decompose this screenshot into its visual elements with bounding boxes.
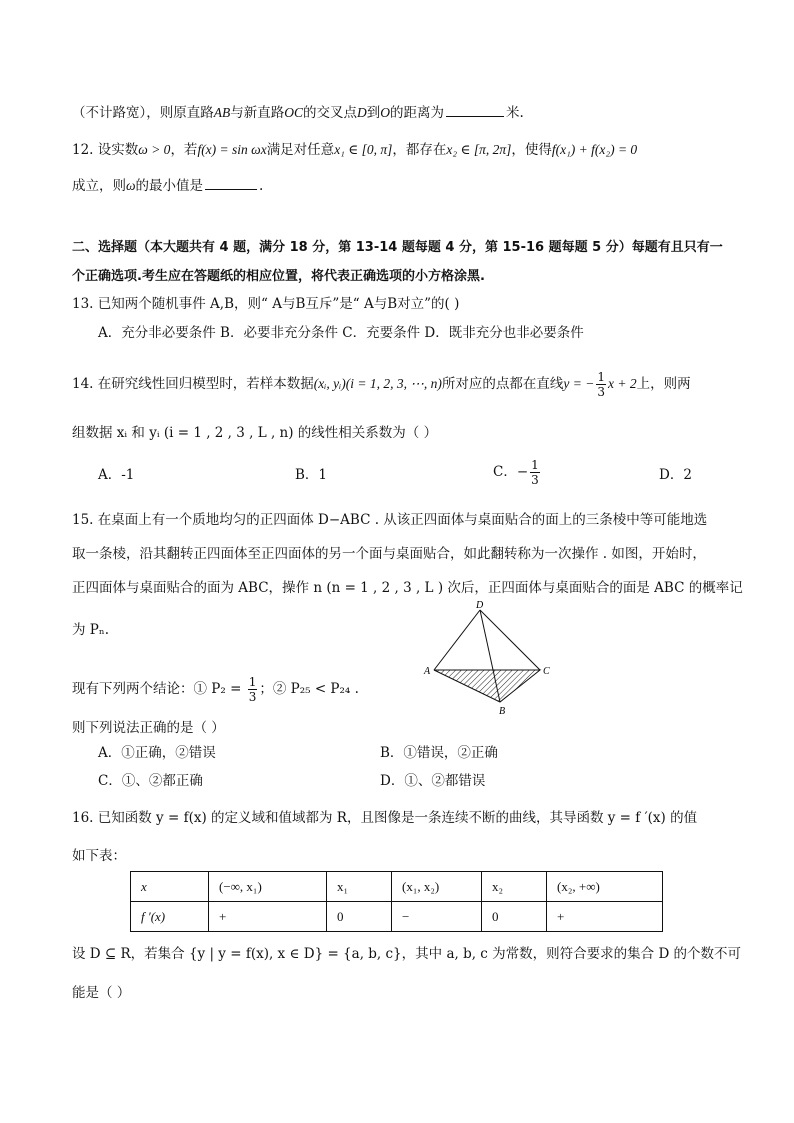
fraction: $\frac{1}{3}$	[597, 370, 605, 399]
section-header-line1: 二、选择题（本大题共有 4 题，满分 18 分，第 13-14 题每题 4 分，第 15-16 题每题 5 分）每题有且只有一	[72, 240, 723, 255]
q14-line1: 14. 在研究线性回归模型时，若样本数据(xᵢ, yᵢ)(i = 1, 2, 3, ⋯, n)所对应的点都在直线y = − $\frac{1}{3}$ x + 2上，则两	[72, 370, 691, 399]
q15-conclusions: 现有下列两个结论：① P₂ = $\frac{1}{3}$ ；② P₂₅ < P₂₄ .	[72, 675, 359, 704]
edge-dc	[480, 610, 540, 670]
table-cell: +	[209, 902, 327, 932]
q15-line3: 正四面体与桌面贴合的面为 ABC，操作 n (n = 1 , 2 , 3 , L ) 次后，正四面体与桌面贴合的面是 ABC 的概率记	[72, 580, 743, 596]
table-cell: f ′(x)	[131, 902, 209, 932]
q16-line1: 16. 已知函数 y = f(x) 的定义域和值域都为 R，且图像是一条连续不断的曲线，其导函数 y = f ′(x) 的值	[72, 810, 698, 826]
table-cell: (−∞, x₁)	[209, 872, 327, 902]
q16-line3: 设 D ⊆ R，若集合 {y | y = f(x), x ∈ D} = {a, b, c}，其中 a, b, c 为常数，则符合要求的集合 D 的个数不可	[72, 946, 742, 962]
derivative-table	[130, 871, 663, 932]
answer-blank[interactable]	[446, 104, 504, 117]
q15-line2: 取一条棱，沿其翻转正四面体至正四面体的另一个面与桌面贴合，如此翻转称为一次操作 . 如图，开始时，	[72, 546, 706, 562]
vertex-a-label: A	[424, 666, 431, 677]
q11-tail: （不计路宽），则原直路AB与新直路OC的交叉点D到O的距离为 米.	[72, 105, 524, 121]
q12-line2: 成立，则ω的最小值是 .	[72, 178, 264, 194]
q15-line4: 为 Pₙ.	[72, 622, 110, 638]
section-header-line2: 个正确选项.考生应在答题纸的相应位置，将代表正确选项的小方格涂黑.	[72, 269, 485, 284]
tetrahedron-figure	[420, 598, 560, 718]
q13-stem: 13. 已知两个随机事件 A,B，则“ A与B互斥”是“ A与B对立”的( )	[72, 296, 460, 312]
table-cell: x₂	[482, 872, 547, 902]
q16-line4: 能是（ ）	[72, 985, 131, 1001]
table-row	[131, 872, 663, 902]
vertex-c-label: C	[543, 666, 550, 677]
q13-options[interactable]: A．充分非必要条件 B．必要非充分条件 C．充要条件 D．既非充分也非必要条件	[98, 325, 584, 341]
edge-da	[434, 610, 480, 670]
vertex-d-label: D	[476, 600, 484, 611]
table-cell: x₁	[327, 872, 392, 902]
q15-ask: 则下列说法正确的是（ ）	[72, 720, 225, 736]
table-cell: x	[131, 872, 209, 902]
table-cell: 0	[482, 902, 547, 932]
fraction: $\frac{1}{3}$	[248, 675, 257, 704]
q15-line1: 15. 在桌面上有一个质地均匀的正四面体 D−ABC . 从该正四面体与桌面贴合的面上的三条棱中等可能地选	[72, 512, 708, 528]
q14-line2: 组数据 xᵢ 和 yᵢ (i = 1 , 2 , 3 , L , n) 的线性相关系数为（ ）	[72, 425, 438, 441]
q12-line1: 12. 设实数ω > 0，若f(x) = sin ωx满足对任意x₁ ∈ [0, π]，都存在x₂ ∈ [π, 2π]，使得f(x₁) + f(x₂) = 0	[72, 142, 638, 158]
table-cell: −	[392, 902, 482, 932]
q14-option-a[interactable]: A．-1	[98, 467, 135, 483]
base-face-abc	[434, 670, 540, 702]
table-cell: (x₁, x₂)	[392, 872, 482, 902]
q15-option-c[interactable]: C．①、②都正确	[98, 773, 203, 789]
answer-blank[interactable]	[205, 177, 257, 190]
table-cell: +	[547, 902, 663, 932]
vertex-b-label: B	[499, 706, 506, 717]
q15-option-b[interactable]: B．①错误，②正确	[380, 745, 498, 761]
table-cell: (x₂, +∞)	[547, 872, 663, 902]
q14-option-c[interactable]: C．− $\frac{1}{3}$	[493, 458, 539, 487]
q14-option-b[interactable]: B．1	[295, 467, 328, 483]
table-cell: 0	[327, 902, 392, 932]
fraction: $\frac{1}{3}$	[531, 458, 539, 487]
q14-option-d[interactable]: D．2	[659, 467, 692, 483]
q15-option-d[interactable]: D．①、②都错误	[380, 773, 486, 789]
q16-line2: 如下表：	[72, 848, 126, 864]
q15-option-a[interactable]: A．①正确，②错误	[98, 745, 216, 761]
table-row	[131, 902, 663, 932]
